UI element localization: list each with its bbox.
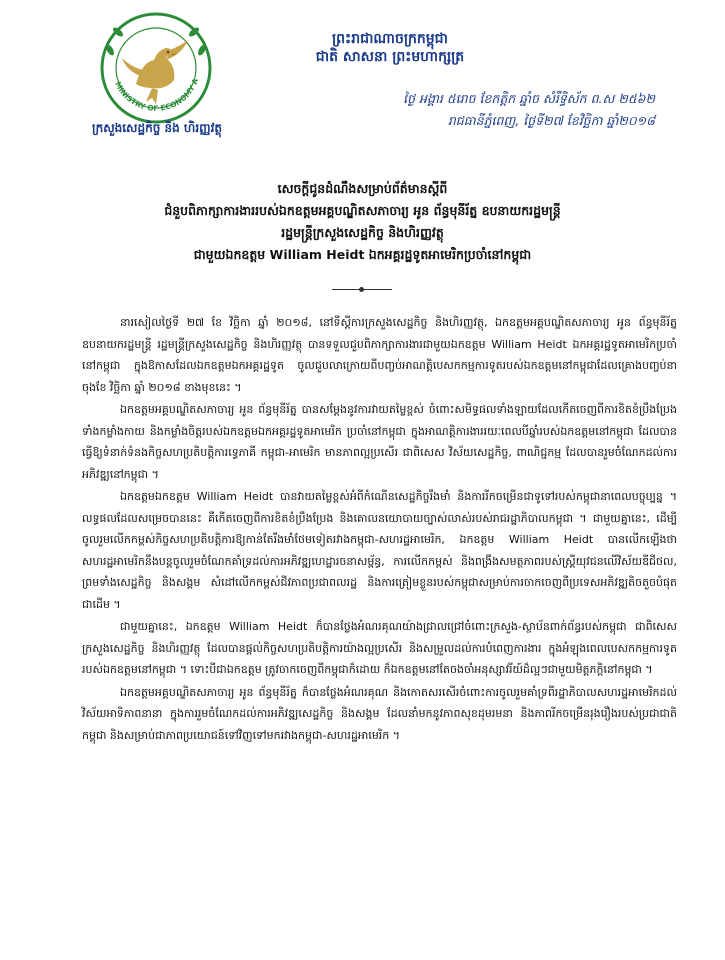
body-paragraph: ជាមួយគ្នានេះ, ឯកឧត្តម William Heidt ក៏បានថ្លែងអំណរគុណយ៉ាងជ្រាលជ្រៅចំពោះក្រសួង-ស្ថាប័នពាក់ព័ន្ធរបស់កម្ពុជា ជាពិសេស ក្រសួងសេដ្ឋកិច្ច និងហិរញ្ញវត្ថុ ដែលបានផ្តល់កិច្ចសហប្រតិបត្តិការយ៉ាងល្អប្រសើរ និងសម្រួលដល់ការបំពេញការងារ ក្នុងអំឡុងពេលបេសកកម្មការទូតរបស់ឯកឧត្តមនៅកម្ពុជា ។ ទោះបីជាឯកឧត្តម ត្រូវចាកចេញពីកម្ពុជាក៏ដោយ ក៏ឯកឧត្តមនៅតែចងចាំអនុស្សាវរីយ៍ដ៏ល្អៗជាមួយមិត្តភក្តិនៅកម្ពុជា ។: [82, 620, 677, 676]
body-paragraph: ឯកឧត្តមឯកឧត្តម William Heidt បានវាយតម្លៃខ្ពស់អំពីកំណើនសេដ្ឋកិច្ចរឹងមាំ និងការរីកចម្រើនជាទូទៅរបស់កម្ពុជានាពេលបច្ចុប្បន្ន ។ លទ្ធផលដែលសម្រេចបាននេះ គឺកើតចេញពីការខិតខំប្រឹងប្រែង និងគោលនយោបាយច្បាស់លាស់របស់រាជរដ្ឋាភិបាលកម្ពុជា ។ ជាមួយគ្នានេះ, ដើម្បីចូលរួមលើកកម្ពស់កិច្ចសហប្រតិបត្តិការឱ្យកាន់តែរឹងមាំថែមទៀតរវាងកម្ពុជា-សហរដ្ឋអាមេរិក, ឯកឧត្តម William Heidt បានលើកឡើងថា សហរដ្ឋអាមេរិកនឹងបន្តចូលរួមចំណែកគាំទ្រដល់ការអភិវឌ្ឍហេដ្ឋារចនាសម្ព័ន្ធ, ការលើកកម្ពស់ និងពង្រឹងសមត្ថភាពរបស់ស្ត្រីយុវជនលើវិស័យឌីជីថល, ព្រមទាំងសេដ្ឋកិច្ច និងសង្គម សំដៅលើកកម្ពស់ជីវភាពប្រជាពលរដ្ឋ និងការត្រៀមខ្លួនរបស់កម្ពុជាសម្រាប់ការចាកចេញពីប្រទេសអភិវឌ្ឍតិចតួចបំផុត ជាដើម ។: [82, 490, 677, 611]
body-paragraph: នារសៀលថ្ងៃទី ២៧ ខែ វិច្ឆិកា ឆ្នាំ ២០១៨, នៅទីស្តីការក្រសួងសេដ្ឋកិច្ច និងហិរញ្ញវត្ថុ, ឯកឧត្តមអគ្គបណ្ឌិតសភាចារ្យ អូន ព័ន្ធមុនីរ័ត្ន ឧបនាយករដ្ឋមន្ត្រី រដ្ឋមន្ត្រីក្រសួងសេដ្ឋកិច្ច និងហិរញ្ញវត្ថុ បានទទួលជួបពិភាក្សាការងារជាមួយឯកឧត្តម William Heidt ឯកអគ្គរដ្ឋទូតអាមេរិកប្រចាំនៅកម្ពុជា ក្នុងឱកាសដែលឯកឧត្តមឯកអគ្គរដ្ឋទូត ចូលជួបលាក្រោយពីបញ្ចប់អាណត្តិបេសកកម្មការទូតរបស់ឯកឧត្តមនៅកម្ពុជាដែលគ្រោងបញ្ចប់នាចុងខែ វិច្ឆិកា ឆ្នាំ ២០១៨ ខាងមុខនេះ ។: [82, 316, 677, 394]
title-line: ជំនួបពិភាក្សាការងាររបស់ឯកឧត្តមអគ្គបណ្ឌិតសភាចារ្យ អូន ព័ន្ធមុនីរ័ត្ន ឧបនាយករដ្ឋមន្ត្រី: [164, 203, 561, 218]
document-title: [40, 178, 685, 266]
motto-line: ជាតិ សាសនា ព្រះមហាក្សត្រ: [315, 49, 465, 65]
kingdom-line: ព្រះរាជាណាចក្រកម្ពុជា: [331, 31, 448, 47]
phoenix-bird-emblem-icon: [96, 10, 216, 126]
divider-ornament: [359, 287, 364, 292]
body-paragraph: ឯកឧត្តមអគ្គបណ្ឌិតសភាចារ្យ អូន ព័ន្ធមុនីរ័ត្ន ក៏បានថ្លែងអំណរគុណ និងកោតសរសើរចំពោះការចូលរួមគាំទ្រពីរដ្ឋាភិបាលសហរដ្ឋអាមេរិកដល់វិស័យអាទិភាពនានា ក្នុងការរួមចំណែកដល់ការអភិវឌ្ឍសេដ្ឋកិច្ច និងសង្គម ដែលនាំមកនូវភាពសុខដុមរមនា និងភាពរីកចម្រើនរុងរឿងរបស់ប្រជាជាតិកម្ពុជា និងសម្រាប់ជាភាពប្រយោជន៍ទៅវិញទៅមករវាងកម្ពុជា-សហរដ្ឋអាមេរិក ។: [82, 685, 677, 742]
solar-date: រាជធានីភ្នំពេញ, ថ្ងៃទី២៧ ខែវិច្ឆិកា ឆ្នាំ២០១៨: [447, 113, 655, 128]
title-line: រដ្ឋមន្ត្រីក្រសួងសេដ្ឋកិច្ច និងហិរញ្ញវត្ថុ: [281, 225, 444, 240]
ministry-logo: [96, 10, 216, 126]
body-paragraph: ឯកឧត្តមអគ្គបណ្ឌិតសភាចារ្យ អូន ព័ន្ធមុនីរ័ត្ន បានសម្តែងនូវការវាយតម្លៃខ្ពស់ ចំពោះសមិទ្ធផលទាំងឡាយដែលកើតចេញពីការខិតខំប្រឹងប្រែងទាំងកម្លាំងកាយ និងកម្លាំងចិត្តរបស់ឯកឧត្តមឯកអគ្គរដ្ឋទូតអាមេរិក ប្រចាំនៅកម្ពុជា ក្នុងអាណត្តិការងាររយៈពេលបីឆ្នាំរបស់ឯកឧត្តមនៅកម្ពុជា ដែលបានធ្វើឱ្យទំនាក់ទំនងកិច្ចសហប្រតិបត្តិការទ្វេភាគី កម្ពុជា-អាមេរិក មានភាពល្អប្រសើរ ជាពិសេស វិស័យសេដ្ឋកិច្ច, ពាណិជ្ជកម្ម ដែលបានរួមចំណែកដល់ការអភិវឌ្ឍនៅកម្ពុជា ។: [82, 403, 677, 481]
document-body: [82, 312, 677, 747]
title-line: ជាមួយឯកឧត្តម William Heidt ឯកអគ្គរដ្ឋទូតអាមេរិកប្រចាំនៅកម្ពុជា: [193, 247, 532, 262]
ministry-name: ក្រសួងសេដ្ឋកិច្ច និង ហិរញ្ញវត្ថុ: [92, 121, 222, 135]
title-line: សេចក្តីជូនដំណឹងសម្រាប់ព័ត៌មានស្តីពី: [277, 181, 448, 196]
kingdom-motto: [280, 30, 500, 66]
svg-text:MINISTRY OF ECONOMY AND FINANC: MINISTRY OF ECONOMY A: [113, 77, 201, 113]
lunar-date: ថ្ងៃ អង្គារ ៥រោច ខែកត្តិក ឆ្នាំច សំរឹទ្ធិស័ក ព.ស ២៥៦២: [403, 91, 655, 106]
date-block: [403, 88, 655, 132]
